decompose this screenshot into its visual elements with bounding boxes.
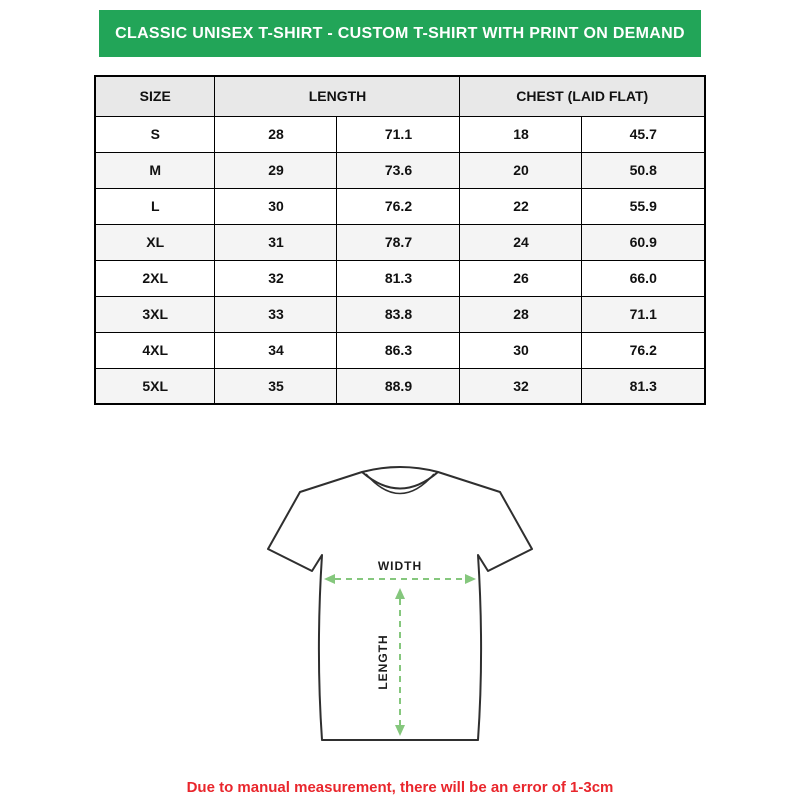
collar-back-line xyxy=(362,467,438,472)
size-row-2xl xyxy=(95,260,705,296)
cell-length-cm: 88.9 xyxy=(337,368,460,404)
cell-size: XL xyxy=(95,224,215,260)
size-table-body xyxy=(95,116,705,404)
cell-size: 2XL xyxy=(95,260,215,296)
cell-chest-cm: 60.9 xyxy=(582,224,705,260)
cell-chest-in: 26 xyxy=(460,260,582,296)
cell-length-in: 35 xyxy=(215,368,337,404)
cell-size: S xyxy=(95,116,215,152)
cell-size: L xyxy=(95,188,215,224)
cell-chest-in: 22 xyxy=(460,188,582,224)
cell-chest-in: 20 xyxy=(460,152,582,188)
cell-length-in: 30 xyxy=(215,188,337,224)
header-size: SIZE xyxy=(95,76,215,116)
size-row-4xl xyxy=(95,332,705,368)
cell-chest-in: 24 xyxy=(460,224,582,260)
cell-chest-cm: 76.2 xyxy=(582,332,705,368)
cell-length-cm: 71.1 xyxy=(337,116,460,152)
cell-chest-cm: 71.1 xyxy=(582,296,705,332)
size-row-xl xyxy=(95,224,705,260)
cell-chest-cm: 66.0 xyxy=(582,260,705,296)
cell-chest-cm: 81.3 xyxy=(582,368,705,404)
size-row-l xyxy=(95,188,705,224)
cell-chest-in: 18 xyxy=(460,116,582,152)
cell-size: 5XL xyxy=(95,368,215,404)
cell-size: M xyxy=(95,152,215,188)
cell-length-in: 33 xyxy=(215,296,337,332)
cell-chest-cm: 50.8 xyxy=(582,152,705,188)
cell-length-cm: 83.8 xyxy=(337,296,460,332)
cell-length-in: 28 xyxy=(215,116,337,152)
cell-chest-in: 30 xyxy=(460,332,582,368)
size-row-s xyxy=(95,116,705,152)
cell-chest-cm: 45.7 xyxy=(582,116,705,152)
page-title: CLASSIC UNISEX T-SHIRT - CUSTOM T-SHIRT WITH PRINT ON DEMAND xyxy=(115,24,685,42)
size-row-m xyxy=(95,152,705,188)
cell-chest-in: 32 xyxy=(460,368,582,404)
table-header-row xyxy=(95,76,705,116)
size-chart-table xyxy=(94,75,706,405)
cell-length-in: 32 xyxy=(215,260,337,296)
cell-length-cm: 78.7 xyxy=(337,224,460,260)
size-row-5xl xyxy=(95,368,705,404)
width-arrow-label: WIDTH xyxy=(377,559,423,573)
cell-length-in: 29 xyxy=(215,152,337,188)
cell-length-cm: 73.6 xyxy=(337,152,460,188)
cell-length-cm: 81.3 xyxy=(337,260,460,296)
length-arrow-label: LENGTH xyxy=(376,634,390,690)
measurement-disclaimer: Due to manual measurement, there will be an error of 1-3cm xyxy=(186,779,614,796)
cell-length-in: 34 xyxy=(215,332,337,368)
title-banner xyxy=(99,10,701,57)
tshirt-diagram-svg xyxy=(250,447,550,757)
tshirt-measurement-diagram xyxy=(250,447,550,757)
header-length: LENGTH xyxy=(215,76,460,116)
header-chest: CHEST (LAID FLAT) xyxy=(460,76,705,116)
cell-length-in: 31 xyxy=(215,224,337,260)
cell-chest-cm: 55.9 xyxy=(582,188,705,224)
cell-chest-in: 28 xyxy=(460,296,582,332)
cell-length-cm: 76.2 xyxy=(337,188,460,224)
cell-size: 3XL xyxy=(95,296,215,332)
cell-size: 4XL xyxy=(95,332,215,368)
size-row-3xl xyxy=(95,296,705,332)
cell-length-cm: 86.3 xyxy=(337,332,460,368)
